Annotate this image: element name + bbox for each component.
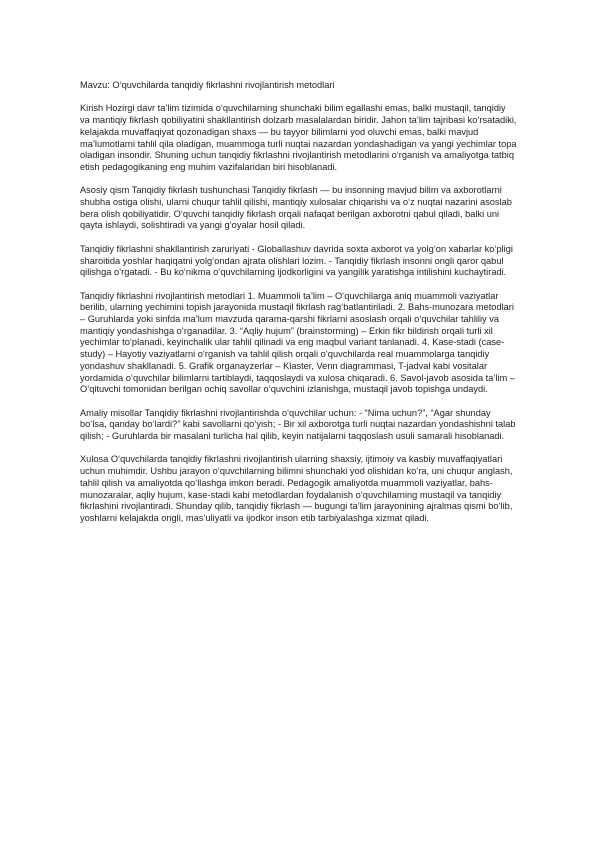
paragraph-conclusion: Xulosa O‘quvchilarda tanqidiy fikrlashni rivojlantirish ularning shaxsiy, ijtimoiy va kasbiy muvaffaqiyatlari uchun muhimdir. Ushbu jarayon o‘quvchilarning bilimni shunchaki yod olishidan ko‘ra, uni chuqur anglash, tahlil qilish va amaliyotda qo‘llashga imkon beradi. Pedagogik amaliyotda muammoli vaziyatlar, bahs-munozaralar, aqliy hujum, kase-stadi kabi metodlardan foydalanish o‘quvchilarning mustaqil va tanqidiy fikrlashini rivojlantiradi. Shunday qilib, tanqidiy fikrlash — bugungi ta’lim jarayonining ajralmas qismi bo‘lib, yoshlarni kelajakda ongli, mas’uliyatli va ijodkor inson etib tarbiyalashga xizmat qiladi. [80, 454, 513, 523]
document-title: Mavzu: O‘quvchilarda tanqidiy fikrlashni rivojlantirish metodlari [80, 80, 335, 90]
paragraph-introduction: Kirish Hozirgi davr ta’lim tizimida o‘quvchilarning shunchaki bilim egallashi emas, balki mustaqil, tanqidiy va mantiqiy fikrlash qobiliyatini shakllantirish dolzarb masalalardan biridir. Jahon ta’lim tajribasi ko‘rsatadiki, kelajakda muvaffaqiyat qozonadigan shaxs — bu tayyor bilimlarni yod oluvchi emas, balki mavjud ma’lumotlarni tahlil qila oladigan, muammoga turli nuqtai nazardan yondashadigan va yangi yechimlar topa oladigan insondir. Shuning uchun tanqidiy fikrlashni rivojlantirish metodlarini o‘rganish va amaliyotga tatbiq etish pedagogikaning eng muhim vazifalaridan biri hisoblanadi. [80, 103, 517, 172]
document-page [80, 80, 518, 536]
paragraph-necessity: Tanqidiy fikrlashni shakllantirish zaruriyati - Globallashuv davrida soxta axborot va yolg‘on xabarlar ko‘pligi sharoitida yoshlar haqiqatni yolg‘ondan ajrata olishlari lozim. - Tanqidiy fikrlash insonni ongli qaror qabul qilishga o‘rgatadi. - Bu ko‘nikma o‘quvchilarning ijodkorligini va yangilik yaratishga intilishini kuchaytiradi. [80, 243, 513, 278]
paragraph-main-concept: Asosiy qism Tanqidiy fikrlash tushunchasi Tanqidiy fikrlash — bu insonning mavjud bilim va axborotlarni shubha ostiga olishi, ularni chuqur tahlil qilishi, mantiqiy xulosalar chiqarishi va o‘z nuqtai nazarini asoslab bera olish qobiliyatidir. O‘quvchi tanqidiy fikrlash orqali nafaqat berilgan axborotni qabul qiladi, balki uni qayta ishlaydi, solishtiradi va yangi g‘oyalar hosil qiladi. [80, 185, 512, 231]
paragraph-methods: Tanqidiy fikrlashni rivojlantirish metodlari 1. Muammoli ta’lim – O‘quvchilarga aniq muammoli vaziyatlar berilib, ularning yechimini topish jarayonida mustaqil fikrlash rag‘batlantiriladi. 2. Bahs-munozara metodlari – Guruhlarda yoki sinfda ma’lum mavzuda qarama-qarshi fikrlarni asoslash orqali o‘quvchilar tahliliy va mantiqiy yondashishga o‘rganadilar. 3. “Aqliy hujum” (brainstorming) – Erkin fikr bildirish orqali turli xil yechimlar to‘planadi, keyinchalik ular tahlil qilinadi va eng maqbul variant tanlanadi. 4. Kase-stadi (case-study) – Hayotiy vaziyatlarni o‘rganish va tahlil qilish orqali o‘quvchilarda real muammolarga tanqidiy yondashuv shakllanadi. 5. Grafik organayzerlar – Klaster, Venn diagrammasi, T-jadval kabi vositalar yordamida o‘quvchilar bilimlarni tartiblaydi, taqqoslaydi va xulosa chiqaradi. 6. Savol-javob asosida ta’lim – O‘qituvchi tomonidan berilgan ochiq savollar o‘quvchini izlanishga, mustaqil javob topishga undaydi. [80, 290, 515, 395]
paragraph-examples: Amaliy misollar Tanqidiy fikrlashni rivojlantirishda o‘quvchilar uchun: - “Nima uchun?”, “Agar shunday bo‘lsa, qanday bo‘lardi?” kabi savollarni qo‘yish; - Bir xil axborotga turli nuqtai nazardan yondashishni talab qilish; - Guruhlarda bir masalani turlicha hal qilib, keyin natijalarni taqqoslash usuli samarali hisoblanadi. [80, 407, 516, 442]
